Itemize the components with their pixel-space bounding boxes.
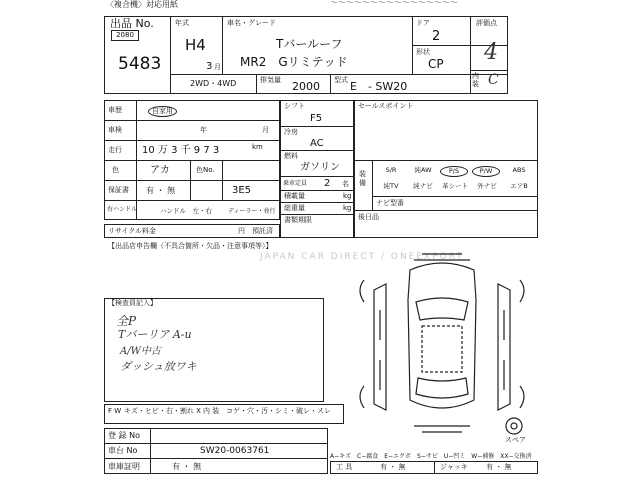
car-front-bumper [414, 254, 470, 260]
lot-number: 5483 [118, 54, 162, 74]
shape-value: CP [428, 57, 444, 71]
chassis-value: SW20-0063761 [200, 446, 270, 456]
inspector-note-1: 全P [116, 314, 137, 328]
equip-sr: S/R [385, 166, 397, 174]
year-label: 年式 [175, 19, 189, 27]
shift-label: シフト [284, 102, 305, 110]
lot-box-number: 2080 [111, 30, 139, 41]
model-label: 型式 [334, 76, 348, 84]
gross-label: 総重量 [284, 204, 305, 212]
equip-airbag: エアB [510, 182, 528, 190]
history-label: 車歴 [108, 106, 122, 114]
car-windshield [416, 298, 468, 320]
seats-label: 乗車定員 [283, 180, 308, 187]
seats-unit: 名 [342, 180, 349, 188]
fw-text: キズ・ヒビ・右・割れ X [124, 407, 201, 415]
interior-score-label: 内装 [472, 72, 479, 88]
inspector-note-2: Tバーリア A-u [118, 328, 192, 341]
docs-label: 書類期限 [284, 216, 312, 224]
wheel-front-right [520, 280, 524, 302]
equip-tv: 純TV [383, 182, 399, 190]
wheel-rear-right [520, 386, 524, 408]
sales-point-label: セールスポイント [358, 102, 414, 110]
tools-value: 有 ・ 無 [380, 463, 406, 471]
car-diagram [352, 250, 532, 450]
wheel-label: 右ハンドル [107, 206, 138, 213]
history-value: 自家用 [148, 106, 177, 117]
jack-value: 有 ・ 無 [486, 463, 512, 471]
equip-ext-navi: 外ナビ [477, 182, 497, 190]
car-cabin [422, 326, 462, 372]
equip-pw: P/W [472, 166, 500, 177]
inspection-label: 車検 [108, 126, 122, 134]
inspector-note-3: A/W中古 [120, 346, 161, 357]
interior-note-label: 内 装 [203, 407, 220, 415]
score-value: 4 [484, 40, 498, 65]
watermark: JAPAN CAR DIRECT / ONEEXPORT [260, 252, 464, 262]
inspector-note-4: ダッシュ放ワキ [120, 360, 197, 373]
wheel-options: ハンドル 左・右 [160, 207, 212, 215]
interior-score-value: C [488, 72, 499, 88]
fw-label: F W [108, 407, 122, 415]
car-left-side [374, 284, 386, 410]
wheel-rear-left [360, 386, 364, 408]
reg-label: 登 録 No [108, 431, 140, 440]
color-code-label: 色No. [196, 166, 215, 174]
warranty-label: 保証書 [108, 186, 129, 194]
month-value: 3 [206, 61, 213, 72]
equip-navi: 純ナビ [413, 182, 433, 190]
jack-label: ジャッキ [440, 463, 468, 471]
gross-unit: kg [343, 204, 352, 212]
shape-label: 形状 [416, 48, 430, 56]
drive-label: 2WD・4WD [190, 79, 237, 88]
mileage-value: 10 万 3 千 9 7 3 [142, 145, 220, 156]
color-value: アカ [150, 165, 170, 176]
cert-value: 有 ・ 無 [172, 462, 202, 471]
header-cut-text: 〜〜〜〜〜〜〜〜〜〜〜〜〜〜〜〜 [330, 0, 458, 7]
lot-label: 出品 No. [110, 17, 154, 30]
load-unit: kg [343, 192, 352, 200]
name-label: 車名・グレード [227, 19, 276, 27]
name-line1: Tバールーフ [276, 37, 343, 51]
equip-abs: ABS [512, 166, 526, 174]
damage-legend: A−キズ C−腐食 E−エクボ S−サビ U−凹ミ W−補修 XX−交換済 [330, 453, 532, 460]
doors-label: ドア [416, 19, 430, 27]
spare-tire-icon [506, 418, 522, 434]
car-right-side [498, 284, 510, 410]
recycle-label: リサイクル料金 [108, 227, 157, 235]
color-code-value: 3E5 [232, 185, 252, 196]
month-suffix: 月 [214, 63, 221, 71]
car-rear-bumper [414, 426, 470, 432]
wheel-front-left [360, 280, 364, 302]
cert-label: 車庫証明 [108, 462, 140, 471]
fuel-value: ガソリン [300, 162, 340, 173]
mileage-unit: km [252, 143, 263, 151]
color-label: 色 [112, 166, 119, 174]
load-label: 積載量 [284, 192, 305, 200]
inspection-year: 年 [200, 126, 207, 134]
car-rear-window [416, 378, 468, 398]
post-items-label: 後日品 [358, 213, 379, 221]
dealer-label: ディーラー・並行 [228, 208, 276, 215]
inspector-label: 【検査員記入】 [108, 299, 157, 307]
seats-value: 2 [324, 178, 331, 189]
equip-ps: P/S [440, 166, 468, 177]
doors-value: 2 [432, 29, 441, 44]
header-form-note: 〈複合機〉対応用紙 [106, 0, 178, 9]
interior-note-text: コゲ・穴・汚・シミ・破レ・スレ [226, 407, 331, 415]
notice-label: 【出品店申告欄（不具合箇所・欠品・注意事項等）】 [108, 242, 273, 250]
model-value: E - SW20 [350, 80, 408, 93]
equipment-label: 装備 [359, 170, 366, 187]
navi-model-label: ナビ型番 [376, 199, 404, 207]
spare-label: スペア [505, 436, 526, 444]
equip-leather: 革シート [442, 182, 468, 190]
tools-label: 工 具 [336, 463, 353, 471]
displacement-value: 2000 [292, 80, 320, 93]
equip-aw: 純AW [414, 166, 432, 174]
shift-value: F5 [310, 113, 323, 124]
displacement-label: 排気量 [260, 76, 281, 84]
recycle-value: 円 預託済 [238, 227, 273, 235]
score-label: 評価点 [476, 19, 497, 27]
chassis-label: 車台 No [108, 446, 138, 455]
mileage-label: 走行 [108, 146, 122, 154]
year-value: H4 [185, 36, 206, 54]
spare-tire-hub [511, 423, 517, 429]
warranty-value: 有 ・ 無 [146, 186, 176, 195]
inspection-month: 月 [262, 126, 269, 134]
ac-value: AC [310, 138, 324, 149]
car-body-outline [408, 263, 476, 408]
ac-label: 冷房 [284, 128, 298, 136]
fuel-label: 燃料 [284, 152, 298, 160]
name-line2: MR2 Gリミテッド [240, 55, 348, 69]
